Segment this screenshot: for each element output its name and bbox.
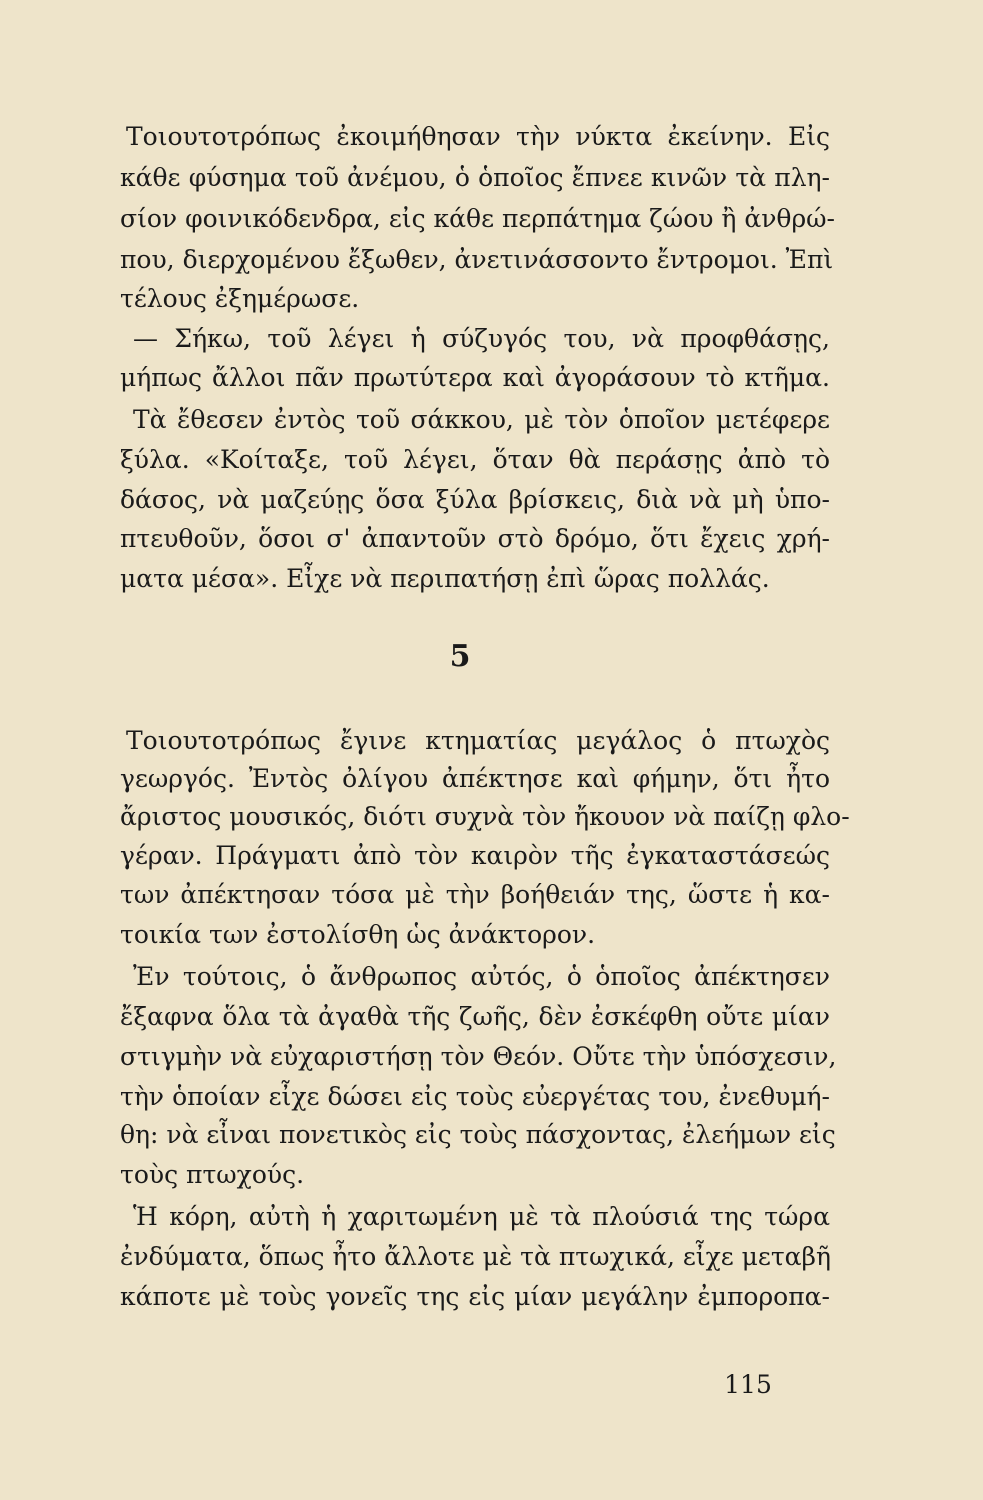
text-line: κάποτε μὲ τοὺς γονεῖς της εἰς μίαν μεγάλην ἐμποροπα- — [120, 1282, 830, 1311]
text-line: τὴν ὁποίαν εἶχε δώσει εἰς τοὺς εὐεργέτας του, ἐνεθυμή- — [120, 1082, 830, 1111]
text-line: τέλους ἐξημέρωσε. — [120, 284, 360, 313]
text-line: πτευθοῦν, ὅσοι σ' ἀπαντοῦν στὸ δρόμο, ὅτι ἔχεις χρή- — [120, 524, 830, 553]
section-number: 5 — [449, 639, 471, 674]
text-line: γέραν. Πράγματι ἀπὸ τὸν καιρὸν τῆς ἐγκαταστάσεώς — [120, 841, 830, 870]
text-line: θη: νὰ εἶναι πονετικὸς εἰς τοὺς πάσχοντας, ἐλεήμων εἰς — [120, 1120, 836, 1149]
text-line: μήπως ἄλλοι πᾶν πρωτύτερα καὶ ἀγοράσουν τὸ κτῆμα. — [120, 363, 830, 392]
text-line: στιγμὴν νὰ εὐχαριστήσῃ τὸν Θεόν. Οὔτε τὴν ὑπόσχεσιν, — [120, 1042, 837, 1071]
text-line: γεωργός. Ἐντὸς ὀλίγου ἀπέκτησε καὶ φήμην, ὅτι ἦτο — [120, 764, 830, 793]
text-line: δάσος, νὰ μαζεύῃς ὅσα ξύλα βρίσκεις, διὰ νὰ μὴ ὑπο- — [120, 485, 830, 514]
text-line: Ἡ κόρη, αὐτὴ ἡ χαριτωμένη μὲ τὰ πλούσιά της τώρα — [133, 1202, 830, 1231]
text-line: ματα μέσα». Εἶχε νὰ περιπατήσῃ ἐπὶ ὥρας πολλάς. — [120, 564, 770, 593]
text-line: ἐνδύματα, ὅπως ἦτο ἄλλοτε μὲ τὰ πτωχικά, εἶχε μεταβῆ — [120, 1242, 831, 1271]
text-line: Ἐν τούτοις, ὁ ἄνθρωπος αὐτός, ὁ ὁποῖος ἀπέκτησεν — [133, 962, 830, 991]
text-line: ἄριστος μουσικός, διότι συχνὰ τὸν ἤκουον νὰ παίζῃ φλο- — [120, 802, 850, 831]
text-line: σίον φοινικόδενδρα, εἰς κάθε περπάτημα ζώου ἢ ἀνθρώ- — [120, 204, 835, 233]
text-line: Τοιουτοτρόπως ἐκοιμήθησαν τὴν νύκτα ἐκείνην. Εἰς — [126, 122, 830, 151]
text-line: Τὰ ἔθεσεν ἐντὸς τοῦ σάκκου, μὲ τὸν ὁποῖον μετέφερε — [133, 405, 830, 434]
text-line: που, διερχομένου ἔξωθεν, ἀνετινάσσοντο ἔντρομοι. Ἐπὶ — [120, 245, 834, 274]
text-line: ξύλα. «Κοίταξε, τοῦ λέγει, ὅταν θὰ περάσῃς ἀπὸ τὸ — [120, 445, 830, 474]
text-line: τοικία των ἐστολίσθη ὡς ἀνάκτορον. — [120, 920, 596, 949]
text-line: Τοιουτοτρόπως ἔγινε κτηματίας μεγάλος ὁ πτωχὸς — [126, 726, 830, 755]
text-line: κάθε φύσημα τοῦ ἀνέμου, ὁ ὁποῖος ἔπνεε κινῶν τὰ πλη- — [120, 163, 830, 192]
text-line: τοὺς πτωχούς. — [120, 1160, 305, 1189]
text-line: των ἀπέκτησαν τόσα μὲ τὴν βοήθειάν της, ὥστε ἡ κα- — [120, 880, 830, 909]
text-line: — Σήκω, τοῦ λέγει ἡ σύζυγός του, νὰ προφθάσῃς, — [133, 324, 830, 353]
page-number: 115 — [724, 1370, 772, 1399]
text-line: ἔξαφνα ὅλα τὰ ἀγαθὰ τῆς ζωῆς, δὲν ἐσκέφθη οὔτε μίαν — [120, 1002, 830, 1031]
